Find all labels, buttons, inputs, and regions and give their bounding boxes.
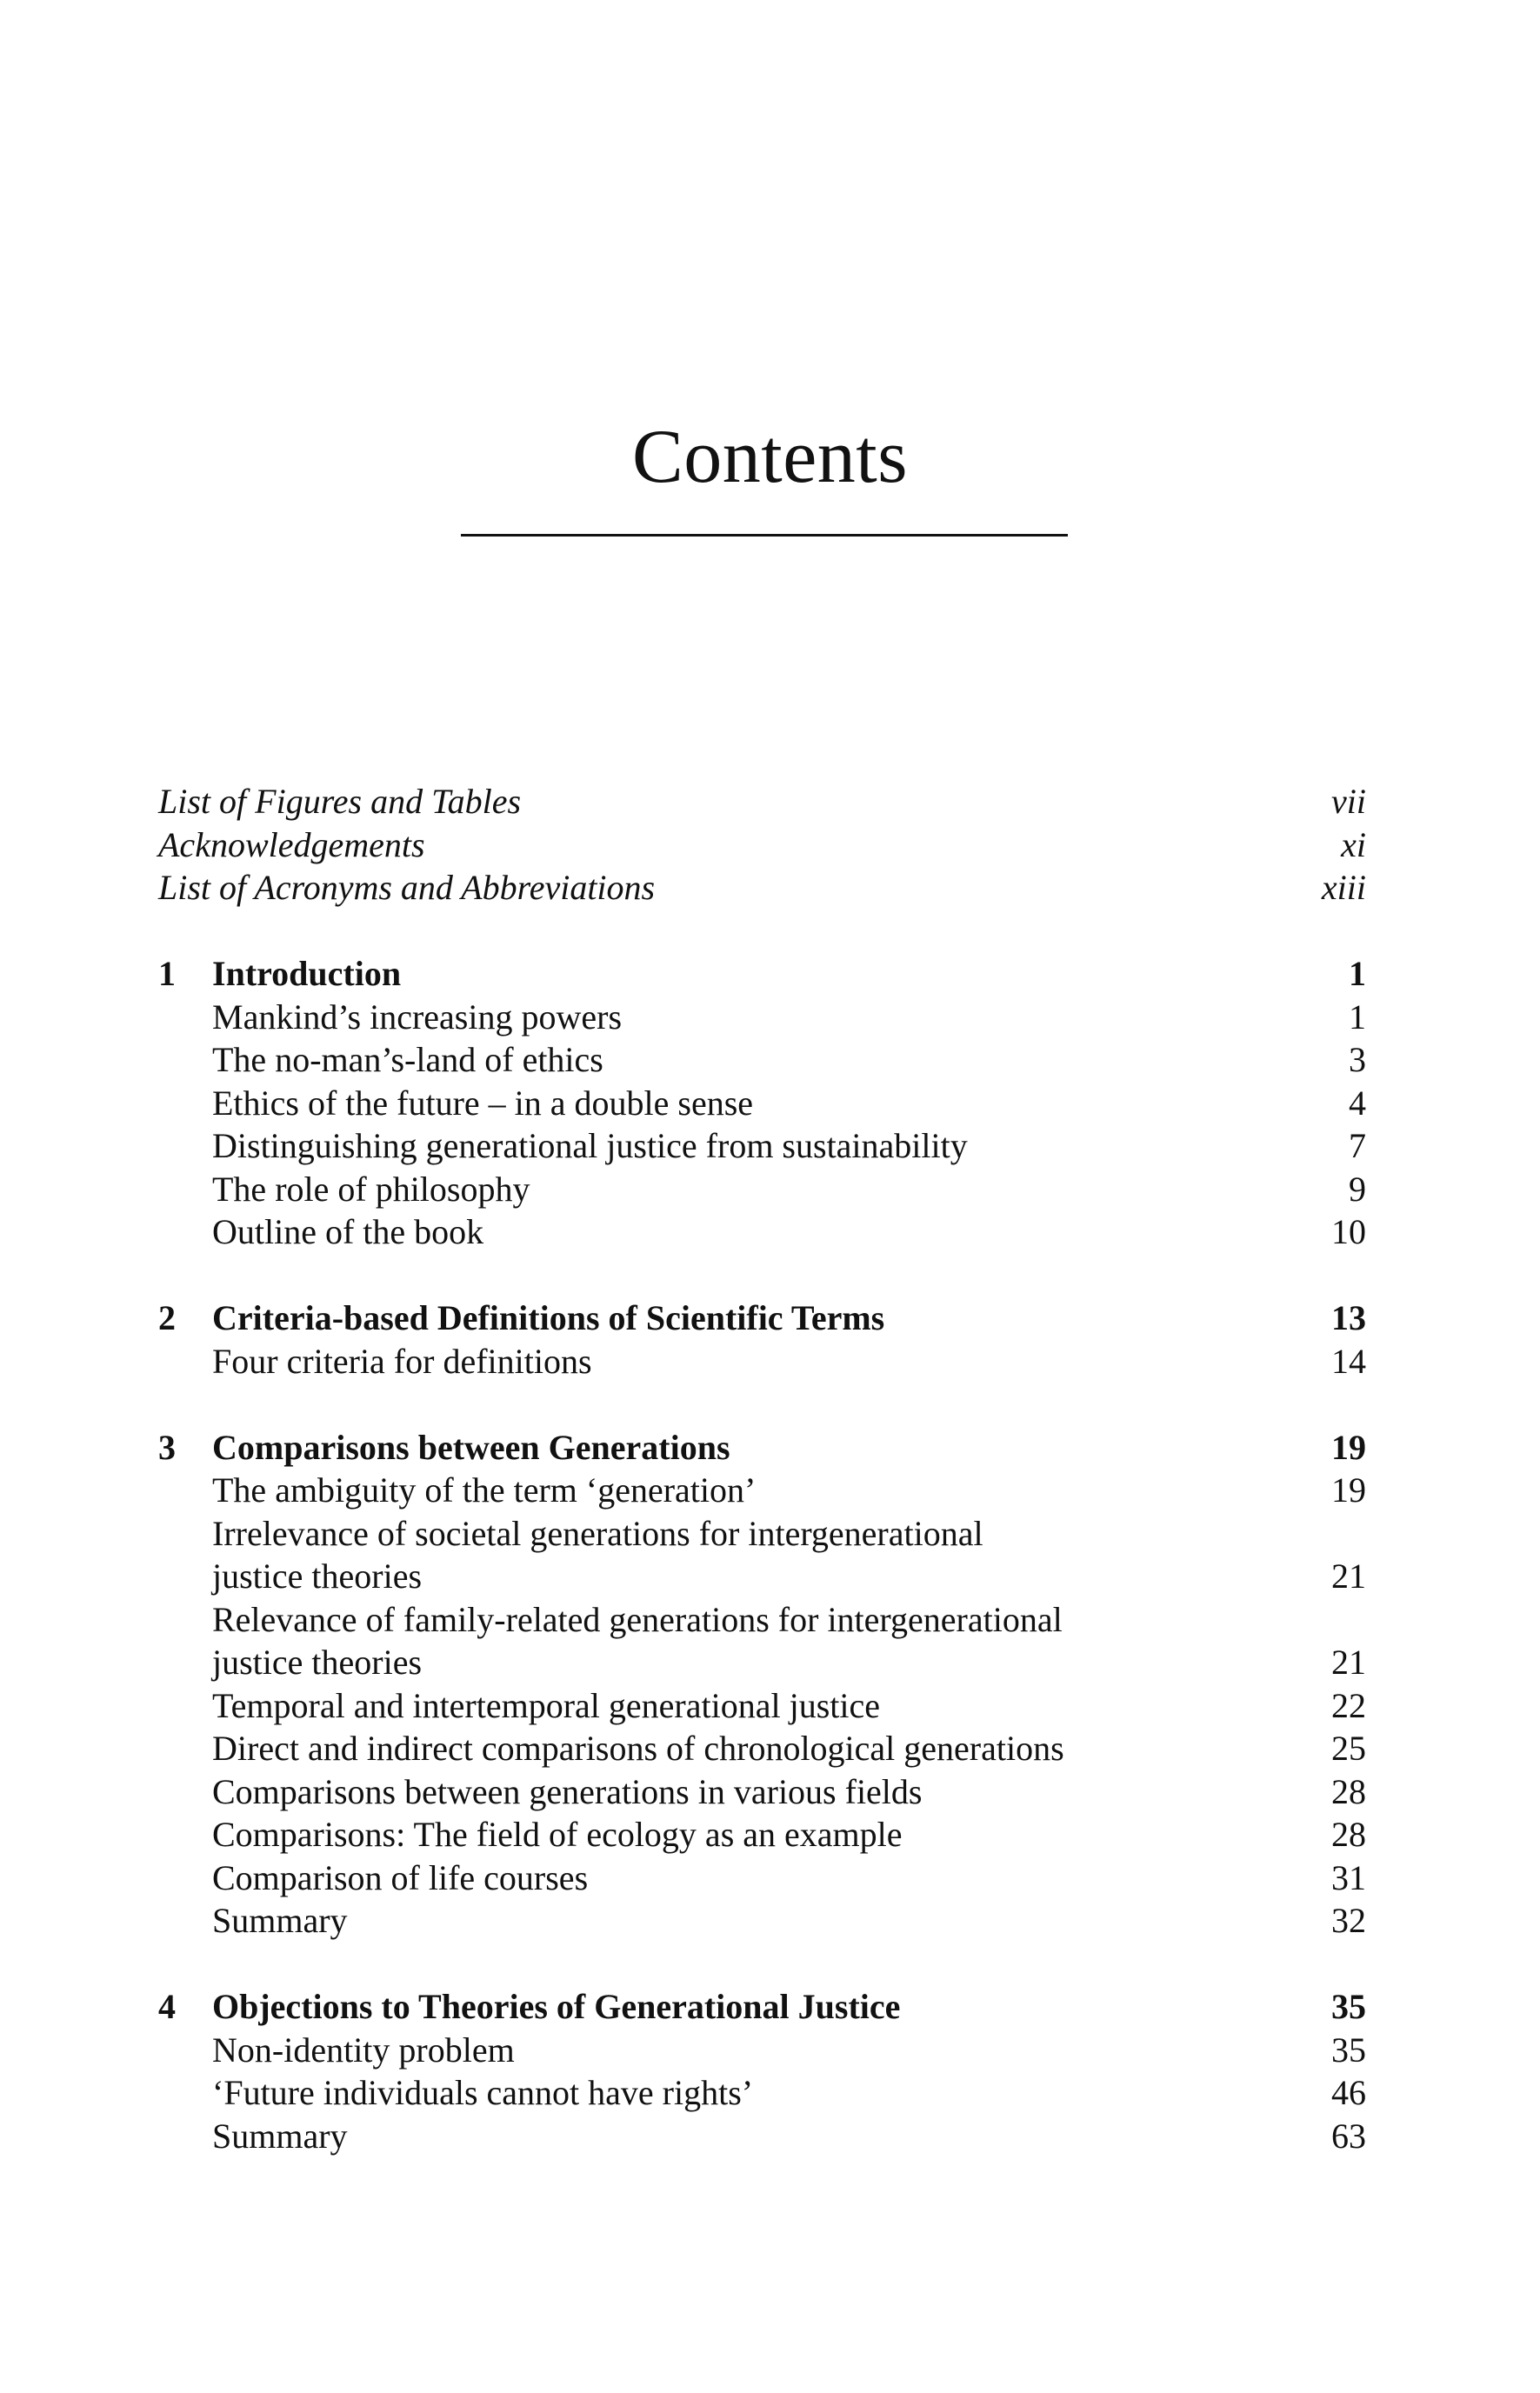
section-title: Comparison of life courses xyxy=(212,1857,589,1897)
front-matter-entry[interactable] xyxy=(158,780,1366,823)
title-rule xyxy=(461,534,1068,537)
chapter-title: Comparisons between Generations xyxy=(212,1427,730,1467)
section-title: Ethics of the future – in a double sense xyxy=(212,1083,754,1123)
section-title: Mankind’s increasing powers xyxy=(212,997,623,1037)
section-entry[interactable] xyxy=(158,1770,1366,1814)
section-entry[interactable] xyxy=(158,1210,1366,1254)
section-entry[interactable] xyxy=(158,1168,1366,1211)
section-entry[interactable] xyxy=(158,1598,1366,1642)
section-entry[interactable] xyxy=(158,1038,1366,1082)
section-entry[interactable] xyxy=(158,1684,1366,1728)
section-entry[interactable] xyxy=(158,1082,1366,1125)
page-number: 28 xyxy=(1331,1815,1366,1854)
page-number: 10 xyxy=(1331,1212,1366,1251)
section-title: ‘Future individuals cannot have rights’ xyxy=(212,2073,754,2112)
section-title: justice theories xyxy=(212,1643,423,1682)
section-entry[interactable] xyxy=(158,2071,1366,2115)
entry-title: Acknowledgements xyxy=(158,824,425,864)
section-title: Four criteria for definitions xyxy=(212,1341,592,1381)
section-entry[interactable] xyxy=(158,996,1366,1039)
chapter-entry[interactable] xyxy=(158,952,1366,996)
section-entry[interactable] xyxy=(158,1469,1366,1512)
chapter-title: Criteria-based Definitions of Scientific Terms xyxy=(212,1298,885,1337)
page-number: 19 xyxy=(1331,1470,1366,1510)
page-number: vii xyxy=(1331,782,1366,821)
front-matter-entry[interactable] xyxy=(158,866,1366,910)
section-entry[interactable] xyxy=(158,2115,1366,2158)
chapter-entry[interactable] xyxy=(158,1985,1366,2029)
section-title: The ambiguity of the term ‘generation’ xyxy=(212,1470,757,1510)
page-number: xiii xyxy=(1321,868,1366,907)
page-number: 22 xyxy=(1331,1685,1366,1725)
chapter-entry[interactable] xyxy=(158,1296,1366,1340)
section-entry[interactable] xyxy=(158,1641,1366,1684)
section-entry[interactable] xyxy=(158,1124,1366,1168)
section-title: Irrelevance of societal generations for intergenerational xyxy=(212,1513,983,1553)
section-title: Non-identity problem xyxy=(212,2030,515,2070)
page-number: 1 xyxy=(1349,954,1366,993)
page-number: 21 xyxy=(1331,1556,1366,1596)
page-number: 4 xyxy=(1349,1083,1366,1123)
page-title: Contents xyxy=(632,415,908,499)
chapter-number: 1 xyxy=(158,954,176,993)
page-number: 21 xyxy=(1331,1643,1366,1682)
page-number: 13 xyxy=(1331,1298,1366,1337)
section-title: Distinguishing generational justice from sustainability xyxy=(212,1126,968,1165)
page-number: xi xyxy=(1341,824,1366,864)
section-title: Direct and indirect comparisons of chronological generations xyxy=(212,1729,1064,1768)
section-title: Summary xyxy=(212,2116,348,2156)
entry-title: List of Figures and Tables xyxy=(158,782,522,821)
section-entry[interactable] xyxy=(158,1555,1366,1598)
chapter-title: Introduction xyxy=(212,954,402,993)
section-entry[interactable] xyxy=(158,1340,1366,1383)
chapter-title: Objections to Theories of Generational Justice xyxy=(212,1987,901,2026)
section-title: The no-man’s-land of ethics xyxy=(212,1040,603,1079)
page-number: 14 xyxy=(1331,1341,1366,1381)
section-entry[interactable] xyxy=(158,1727,1366,1770)
section-title: justice theories xyxy=(212,1556,423,1596)
page-number: 46 xyxy=(1331,2073,1366,2112)
section-title: Temporal and intertemporal generational justice xyxy=(212,1685,881,1725)
section-entry[interactable] xyxy=(158,2029,1366,2072)
table-of-contents xyxy=(158,780,1366,2157)
page-number: 9 xyxy=(1349,1169,1366,1209)
page-number: 63 xyxy=(1331,2116,1366,2156)
section-entry[interactable] xyxy=(158,1813,1366,1856)
section-title: Comparisons: The field of ecology as an example xyxy=(212,1815,903,1854)
page-number: 25 xyxy=(1331,1729,1366,1768)
page-number: 3 xyxy=(1349,1040,1366,1079)
section-entry[interactable] xyxy=(158,1856,1366,1900)
section-entry[interactable] xyxy=(158,1512,1366,1556)
page-number: 19 xyxy=(1331,1427,1366,1467)
page-number: 28 xyxy=(1331,1771,1366,1811)
front-matter-entry[interactable] xyxy=(158,823,1366,867)
section-title: Relevance of family-related generations for intergenerational xyxy=(212,1599,1063,1639)
section-title: The role of philosophy xyxy=(212,1169,530,1209)
chapter-entry[interactable] xyxy=(158,1426,1366,1470)
page-number: 35 xyxy=(1331,2030,1366,2070)
chapter-number: 2 xyxy=(158,1298,176,1337)
page-number: 32 xyxy=(1331,1901,1366,1940)
section-title: Summary xyxy=(212,1901,348,1940)
page-number: 7 xyxy=(1349,1126,1366,1165)
section-entry[interactable] xyxy=(158,1899,1366,1943)
page-number: 35 xyxy=(1331,1987,1366,2026)
section-title: Comparisons between generations in various fields xyxy=(212,1771,923,1811)
section-title: Outline of the book xyxy=(212,1212,484,1251)
entry-title: List of Acronyms and Abbreviations xyxy=(158,868,656,907)
page-number: 1 xyxy=(1349,997,1366,1037)
page-number: 31 xyxy=(1331,1857,1366,1897)
chapter-number: 4 xyxy=(158,1987,176,2026)
chapter-number: 3 xyxy=(158,1427,176,1467)
